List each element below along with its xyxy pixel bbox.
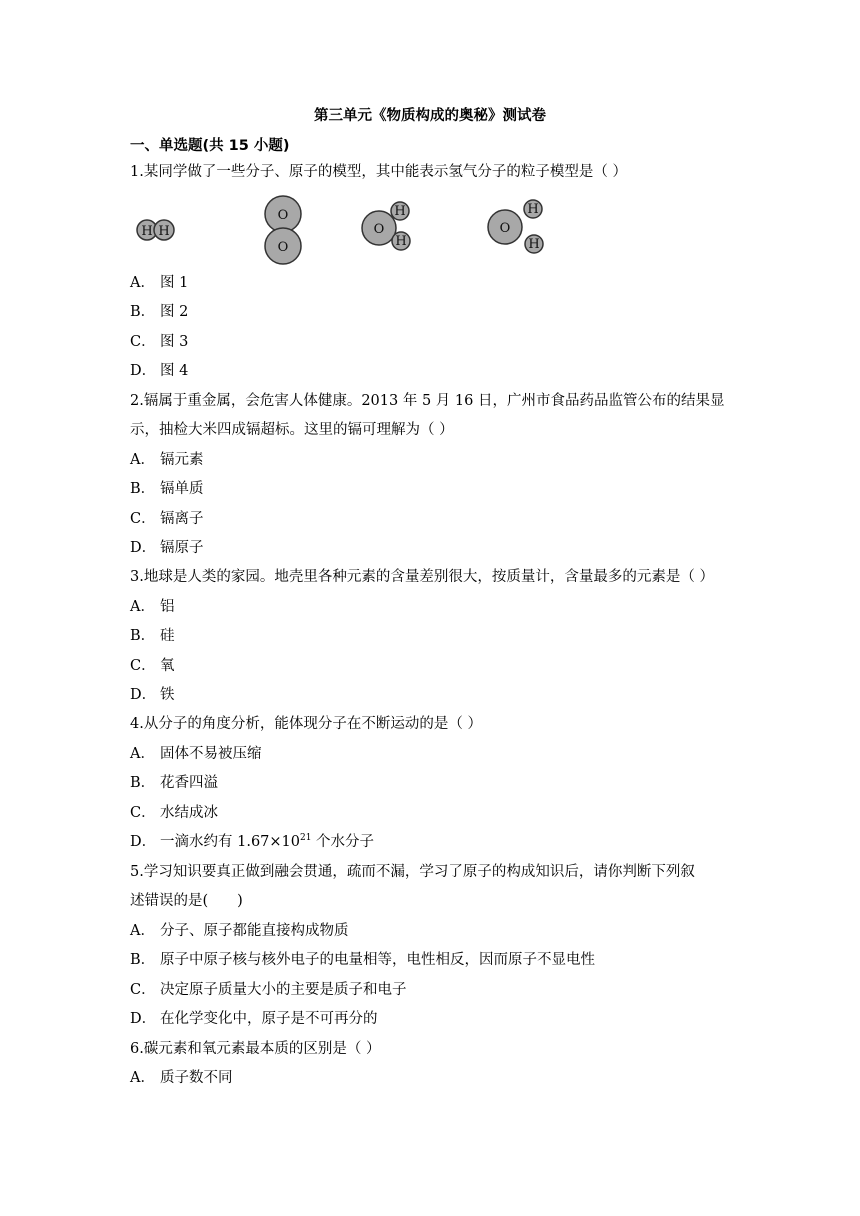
option-letter: C． <box>130 658 156 674</box>
figure-3-water-molecule <box>362 202 410 250</box>
q2-option-b[interactable] <box>130 479 204 499</box>
atom-label-o: O <box>373 222 385 237</box>
q5-option-c[interactable] <box>130 980 407 1000</box>
q5-option-b[interactable] <box>130 950 595 970</box>
option-text: 图 4 <box>160 363 189 379</box>
option-text: 花香四溢 <box>160 775 218 791</box>
option-letter: D． <box>130 687 157 703</box>
atom-label-h: H <box>527 202 539 217</box>
q4-option-a[interactable] <box>130 744 262 764</box>
figure-2-oxygen-molecule <box>265 196 301 264</box>
option-text: 镉原子 <box>160 540 204 556</box>
option-letter: A． <box>130 746 155 762</box>
option-text: 质子数不同 <box>160 1070 233 1086</box>
question-6-stem: 6.碳元素和氧元素最本质的区别是（ ） <box>130 1041 381 1057</box>
option-letter: A． <box>130 452 155 468</box>
option-letter: C． <box>130 511 156 527</box>
question-3-stem: 3.地球是人类的家园。地壳里各种元素的含量差别很大，按质量计，含量最多的元素是（ ） <box>130 569 714 585</box>
option-letter: C． <box>130 982 156 998</box>
option-letter: A． <box>130 1070 155 1086</box>
option-text: 一滴水约有 1.67×10 <box>160 834 300 850</box>
atom-label-o: O <box>277 240 289 255</box>
option-letter: C． <box>130 334 156 350</box>
option-text: 硅 <box>160 628 175 644</box>
option-text-suffix: 个水分子 <box>311 834 375 850</box>
option-text: 铝 <box>160 599 175 615</box>
option-text: 水结成冰 <box>160 805 218 821</box>
option-text: 镉元素 <box>160 452 204 468</box>
q2-option-a[interactable] <box>130 450 204 470</box>
option-text: 图 1 <box>160 275 189 291</box>
q6-option-a[interactable] <box>130 1068 233 1088</box>
exponent: 21 <box>300 833 312 844</box>
q3-option-c[interactable] <box>130 656 175 676</box>
q4-option-c[interactable] <box>130 803 218 823</box>
question-1-stem: 1.某同学做了一些分子、原子的模型，其中能表示氢气分子的粒子模型是（ ） <box>130 164 627 180</box>
q1-option-c[interactable] <box>130 332 188 352</box>
q3-option-a[interactable] <box>130 597 175 617</box>
question-5-stem-line-1: 5.学习知识要真正做到融会贯通，疏而不漏，学习了原子的构成知识后，请你判断下列叙 <box>130 864 695 880</box>
atom-label-h: H <box>528 237 540 252</box>
option-letter: B． <box>130 481 156 497</box>
q2-option-d[interactable] <box>130 538 204 558</box>
option-letter: B． <box>130 952 156 968</box>
option-text: 在化学变化中，原子是不可再分的 <box>160 1011 378 1027</box>
option-letter: A． <box>130 275 155 291</box>
option-text: 镉离子 <box>160 511 204 527</box>
atom-label-h: H <box>394 204 406 219</box>
option-text: 氧 <box>160 658 175 674</box>
atom-label-o: O <box>277 208 289 223</box>
question-2-stem-line-1: 2.镉属于重金属，会危害人体健康。2013 年 5 月 16 日，广州市食品药品监管公布的结果显 <box>130 393 725 409</box>
q4-option-b[interactable] <box>130 773 218 793</box>
option-text: 分子、原子都能直接构成物质 <box>160 923 349 939</box>
q2-option-c[interactable] <box>130 509 204 529</box>
atom-label-o: O <box>499 221 511 236</box>
option-letter: D． <box>130 540 157 556</box>
q1-molecule-figures <box>128 194 578 266</box>
figure-4-atoms <box>488 200 543 253</box>
option-letter: D． <box>130 834 157 850</box>
q5-option-d[interactable] <box>130 1009 378 1029</box>
option-letter: B． <box>130 628 156 644</box>
atom-label-h: H <box>158 224 170 239</box>
page-title: 第三单元《物质构成的奥秘》测试卷 <box>314 108 546 124</box>
option-text: 铁 <box>160 687 175 703</box>
figure-1-hydrogen-molecule <box>137 220 174 240</box>
q3-option-b[interactable] <box>130 626 175 646</box>
option-text: 镉单质 <box>160 481 204 497</box>
option-text: 原子中原子核与核外电子的电量相等，电性相反，因而原子不显电性 <box>160 952 595 968</box>
option-letter: B． <box>130 304 156 320</box>
option-text: 固体不易被压缩 <box>160 746 262 762</box>
atom-label-h: H <box>141 224 153 239</box>
option-text: 图 2 <box>160 304 189 320</box>
q4-option-d[interactable] <box>130 832 374 852</box>
q3-option-d[interactable] <box>130 685 175 705</box>
question-4-stem: 4.从分子的角度分析，能体现分子在不断运动的是（ ） <box>130 716 482 732</box>
q1-option-b[interactable] <box>130 302 188 322</box>
q5-option-a[interactable] <box>130 921 349 941</box>
option-letter: B． <box>130 775 156 791</box>
option-letter: C． <box>130 805 156 821</box>
q1-option-d[interactable] <box>130 361 188 381</box>
question-2-stem-line-2: 示，抽检大米四成镉超标。这里的镉可理解为（ ） <box>130 422 454 438</box>
option-text: 图 3 <box>160 334 189 350</box>
option-letter: D． <box>130 1011 157 1027</box>
option-letter: D． <box>130 363 157 379</box>
option-letter: A． <box>130 923 155 939</box>
option-text: 决定原子质量大小的主要是质子和电子 <box>160 982 407 998</box>
option-letter: A． <box>130 599 155 615</box>
atom-label-h: H <box>395 234 407 249</box>
question-5-stem-line-2: 述错误的是( ) <box>130 893 243 909</box>
q1-option-a[interactable] <box>130 273 188 293</box>
section-heading: 一、单选题(共 15 小题) <box>130 138 290 154</box>
